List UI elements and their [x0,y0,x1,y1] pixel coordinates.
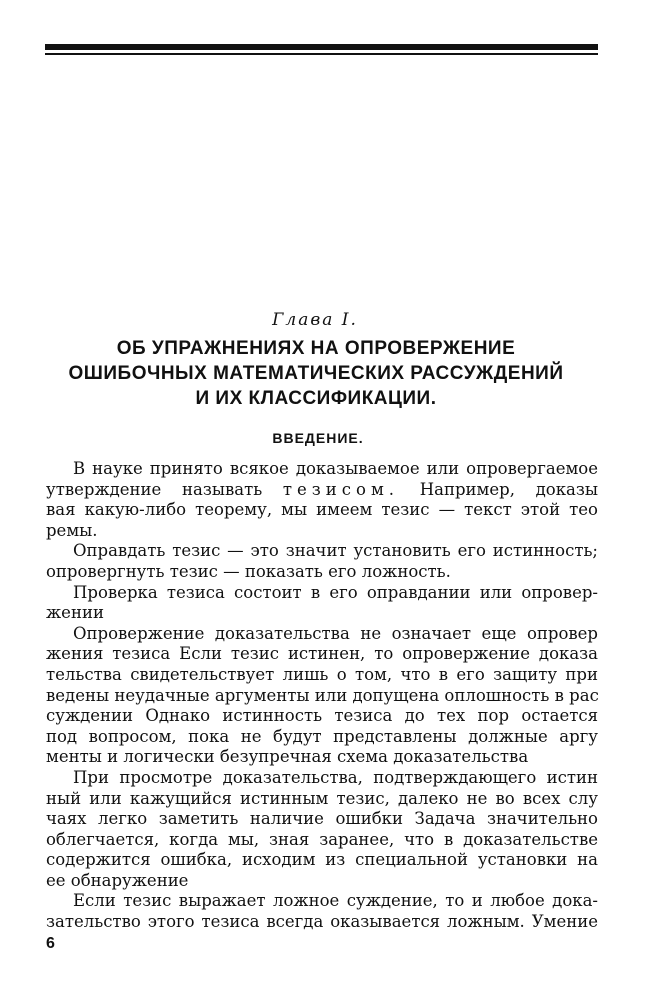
text-line [46,480,598,501]
emphasized-term: тезисом. [282,479,400,499]
text-line: Опровержение доказательства не означает еще опровер [73,623,598,643]
text-line: чаях легко заметить наличие ошибки Задача значительно [46,809,598,829]
page-number: 6 [46,935,55,952]
text-line: ведены неудачные аргументы или допущена оплошность в рас [46,685,599,705]
chapter-title-line: ОШИБОЧНЫХ МАТЕМАТИЧЕСКИХ РАССУЖДЕНИЙ [68,363,564,384]
text-line: менты и логически безупречная схема доказательства [46,747,529,767]
text-line: вая какую-либо теорему, мы имеем тезис — текст этой тео [46,500,598,520]
text-line: При просмотре доказательства, подтверждающего истин [73,767,598,787]
text-line: Проверка тезиса состоит в его оправдании или опровер- [73,582,598,602]
text-line: ее обнаружение [46,870,189,890]
chapter-title-line: ОБ УПРАЖНЕНИЯХ НА ОПРОВЕРЖЕНИЕ [116,338,516,359]
text-line: тельства свидетельствует лишь о том, что в его защиту при [46,664,598,684]
text-line: ремы. [46,520,98,540]
text-line: В науке принято всякое доказываемое или опровергаемое [73,459,598,478]
chapter-label: Глава I. [272,310,358,330]
text-line: под вопросом, пока не будут представлены должные аргу [46,726,598,746]
text-line: жении [46,603,104,623]
text-line: суждении Однако истинность тезиса до тех пор остается [46,706,598,726]
body-text [46,459,598,933]
text-line: опровергнуть тезис — показать его ложность. [46,561,451,581]
text-line: облегчается, когда мы, зная заранее, что в доказательстве [46,829,598,849]
top-rule-thin [45,53,598,55]
chapter-title [60,336,572,411]
text-line: содержится ошибка, исходим из специальной установки на [46,850,598,870]
chapter-title-line: И ИХ КЛАССИФИКАЦИИ. [195,388,437,409]
text-line: жения тезиса Если тезис истинен, то опровержение доказа [46,644,598,664]
text-fragment: Например, доказы [399,479,598,499]
top-rule-thick [45,44,598,50]
text-line: Если тезис выражает ложное суждение, то и любое дока- [73,891,598,911]
text-line: ный или кажущийся истинным тезис, далеко не во всех слу [46,788,598,808]
text-fragment: утверждение называть [46,479,283,499]
text-line: зательство этого тезиса всегда оказывается ложным. Умение [46,912,598,932]
section-heading: ВВЕДЕНИЕ. [272,430,364,446]
text-line: Оправдать тезис — это значит установить его истинность; [73,541,598,561]
